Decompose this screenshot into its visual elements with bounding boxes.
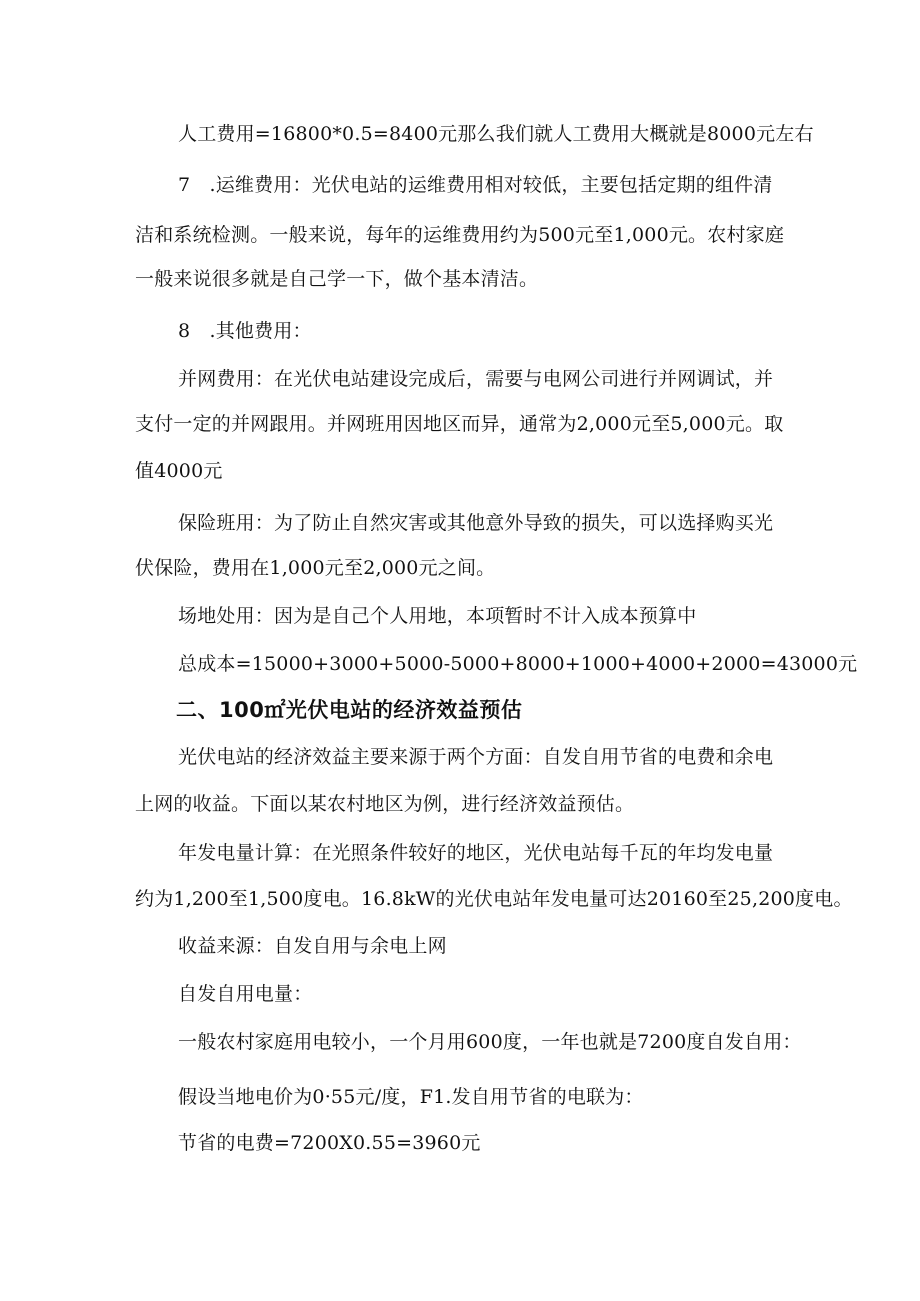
paragraph-line: 8 .其他费用：	[178, 320, 312, 342]
paragraph-line: 一般农村家庭用电较小，一个月用600度，一年也就是7200度自发自用：	[178, 1031, 802, 1053]
paragraph-line: 7 .运维费用：光伏电站的运维费用相对较低，主要包括定期的组件清	[178, 174, 773, 196]
paragraph-line: 值4000元	[135, 460, 223, 482]
paragraph-line: 并网费用：在光伏电站建设完成后，需要与电网公司进行并网调试，并	[178, 368, 774, 390]
paragraph-line: 节省的电费=7200X0.55=3960元	[178, 1132, 481, 1154]
paragraph-line: 上网的收益。下面以某农村地区为例，进行经济效益预估。	[135, 793, 635, 815]
paragraph-line: 总成本=15000+3000+5000-5000+8000+1000+4000+2000=43000元	[178, 653, 858, 675]
paragraph-line: 保险班用：为了防止自然灾害或其他意外导致的损失，可以选择购买光	[178, 512, 774, 534]
paragraph-line: 光伏电站的经济效益主要来源于两个方面：自发自用节省的电费和余电	[178, 746, 774, 768]
paragraph-line: 约为1,200至1,500度电。16.8kW的光伏电站年发电量可达20160至25,200度电。	[135, 888, 853, 910]
paragraph-line: 假设当地电价为0·55元/度，F1.发自用节省的电联为：	[178, 1086, 644, 1108]
paragraph-line: 伏保险，费用在1,000元至2,000元之间。	[135, 557, 496, 579]
paragraph-line: 支付一定的并网跟用。并网班用因地区而异，通常为2,000元至5,000元。取	[135, 413, 784, 435]
paragraph-line: 一般来说很多就是自己学一下，做个基本清洁。	[135, 268, 539, 290]
section-heading: 二、100㎡光伏电站的经济效益预估	[176, 698, 523, 722]
paragraph-line: 人工费用=16800*0.5=8400元那么我们就人工费用大概就是8000元左右	[178, 123, 814, 145]
paragraph-line: 洁和系统检测。一般来说，每年的运维费用约为500元至1,000元。农村家庭	[135, 224, 785, 246]
paragraph-line: 年发电量计算：在光照条件较好的地区，光伏电站每千瓦的年均发电量	[178, 842, 774, 864]
paragraph-line: 场地处用：因为是自己个人用地，本项暂时不计入成本预算中	[178, 605, 697, 627]
paragraph-line: 自发自用电量：	[178, 983, 313, 1005]
paragraph-line: 收益来源：自发自用与余电上网	[178, 935, 447, 957]
